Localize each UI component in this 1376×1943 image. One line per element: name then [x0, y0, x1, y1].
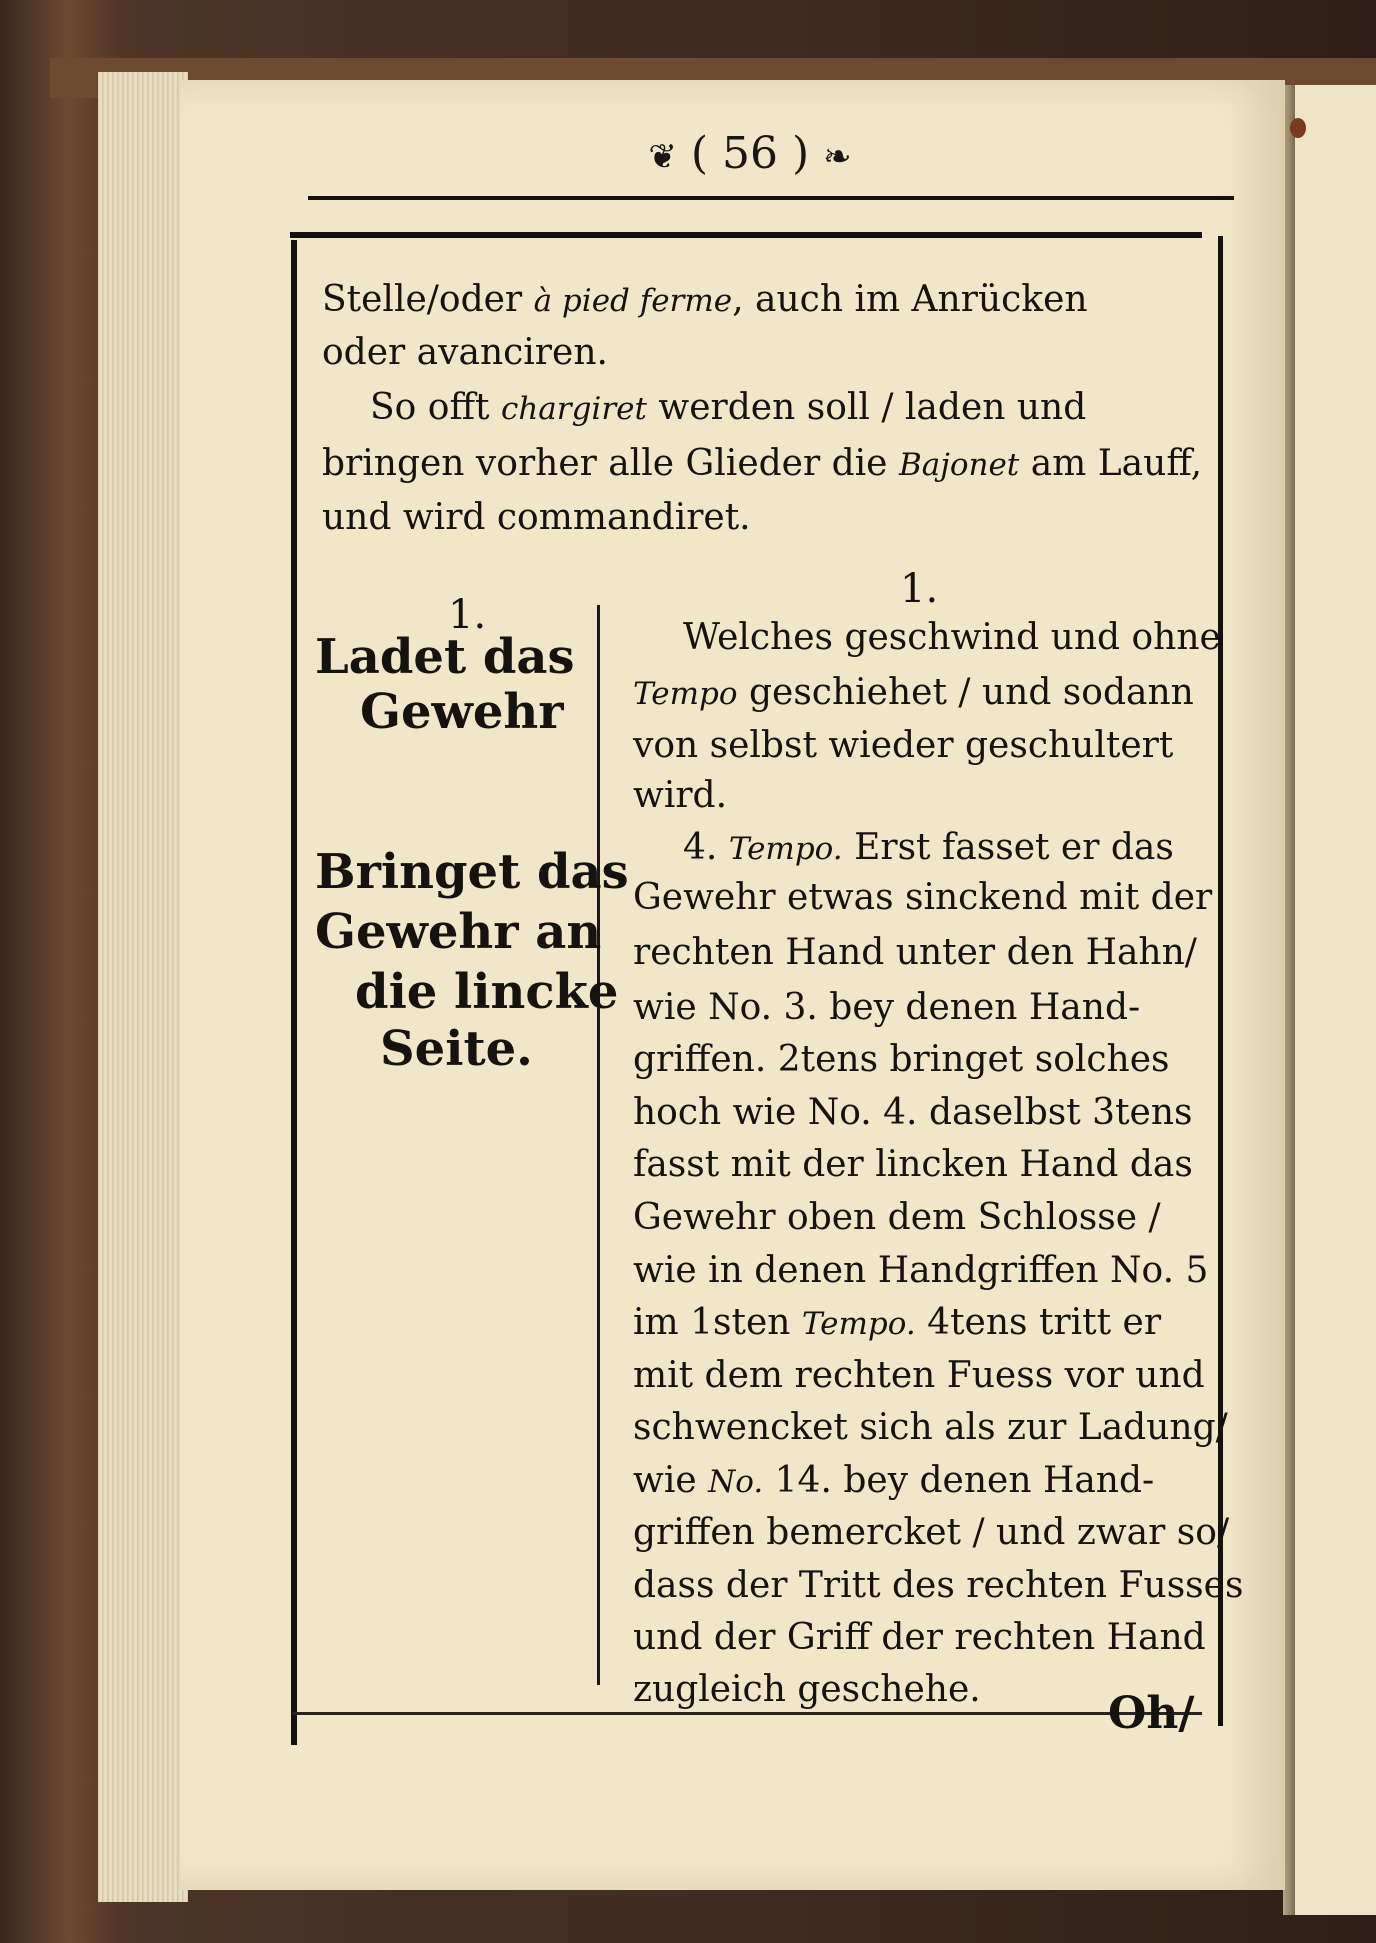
right-line-16: schwencket sich als zur Ladung/ [633, 1407, 1228, 1448]
column-divider [597, 605, 600, 1685]
header-rule [308, 196, 1234, 200]
intro-line-4 [322, 443, 1203, 484]
right-line-5 [683, 827, 1174, 868]
frame-top-rule [290, 232, 1202, 238]
intro-line-1 [322, 279, 1088, 320]
command-load-line-1: Ladet das [315, 629, 575, 685]
right-italic: No. [708, 1464, 764, 1500]
right-line-18: griffen bemercket / und zwar so/ [633, 1512, 1230, 1553]
command-bring-line-1: Bringet das [315, 844, 629, 900]
right-text: wie [633, 1460, 697, 1501]
intro-italic: à pied ferme [533, 283, 733, 319]
page-number: ( 56 ) [690, 128, 810, 179]
right-line-10: hoch wie No. 4. daselbst 3tens [633, 1092, 1193, 1133]
right-line-14 [633, 1302, 1162, 1343]
intro-line-2: oder avanciren. [322, 332, 608, 373]
left-column-number: 1. [448, 592, 487, 638]
right-line-3: von selbst wieder geschultert [633, 725, 1174, 766]
catchword: Oh/ [1108, 1688, 1195, 1739]
ornament-right-icon: ❧ [823, 137, 852, 177]
right-line-8: wie No. 3. bey denen Hand- [633, 987, 1141, 1028]
right-text: 4tens tritt er [927, 1302, 1162, 1343]
right-line-1: Welches geschwind und ohne [683, 617, 1221, 658]
command-bring-line-4: Seite. [380, 1021, 533, 1077]
right-text: geschiehet / und sodann [748, 672, 1194, 713]
right-line-12: Gewehr oben dem Schlosse / [633, 1197, 1161, 1238]
right-italic: Tempo. [801, 1306, 916, 1342]
right-line-11: fasst mit der lincken Hand das [633, 1144, 1193, 1185]
facing-page [1290, 85, 1376, 1915]
intro-text: Stelle/oder [322, 279, 523, 320]
frame-right-rule [1218, 236, 1223, 1726]
right-line-4: wird. [633, 775, 728, 816]
frame-left-rule [291, 240, 297, 1745]
right-line-19: dass der Tritt des rechten Fusses [633, 1565, 1244, 1606]
right-line-9: griffen. 2tens bringet solches [633, 1039, 1170, 1080]
ornament-left-icon: ❦ [648, 137, 677, 177]
intro-italic: Bajonet [898, 447, 1020, 483]
right-line-21: zugleich geschehe. [633, 1669, 981, 1710]
frame-bottom-rule [292, 1712, 1202, 1715]
intro-italic: chargiret [500, 391, 647, 427]
command-load-line-2: Gewehr [360, 684, 564, 740]
right-line-7: rechten Hand unter den Hahn/ [633, 932, 1197, 973]
page-edges [98, 72, 188, 1902]
right-line-2 [633, 672, 1194, 713]
right-text: im 1sten [633, 1302, 791, 1343]
intro-line-5: und wird commandiret. [322, 497, 751, 538]
right-italic: Tempo [633, 676, 738, 712]
command-bring-line-2: Gewehr an [315, 904, 602, 960]
right-line-17 [633, 1460, 1155, 1501]
right-line-13: wie in denen Handgriffen No. 5 [633, 1250, 1209, 1291]
intro-text: , auch im Anrücken [732, 279, 1088, 320]
intro-text: werden soll / laden und [658, 387, 1087, 428]
command-bring-line-3: die lincke [355, 964, 619, 1020]
right-line-6: Gewehr etwas sinckend mit der [633, 877, 1213, 918]
right-line-15: mit dem rechten Fuess vor und [633, 1355, 1205, 1396]
right-column-number: 1. [900, 566, 939, 612]
right-text: 4. [683, 827, 718, 868]
right-italic: Tempo. [728, 831, 843, 867]
intro-text: am Lauff, [1030, 443, 1203, 484]
intro-text: bringen vorher alle Glieder die [322, 443, 888, 484]
stain-mark [1290, 118, 1306, 138]
right-text: 14. bey denen Hand- [774, 1460, 1155, 1501]
right-line-20: und der Griff der rechten Hand [633, 1617, 1206, 1658]
intro-line-3 [370, 387, 1087, 428]
page-header [620, 128, 880, 188]
intro-text: So offt [370, 387, 490, 428]
right-text: Erst fasset er das [854, 827, 1174, 868]
